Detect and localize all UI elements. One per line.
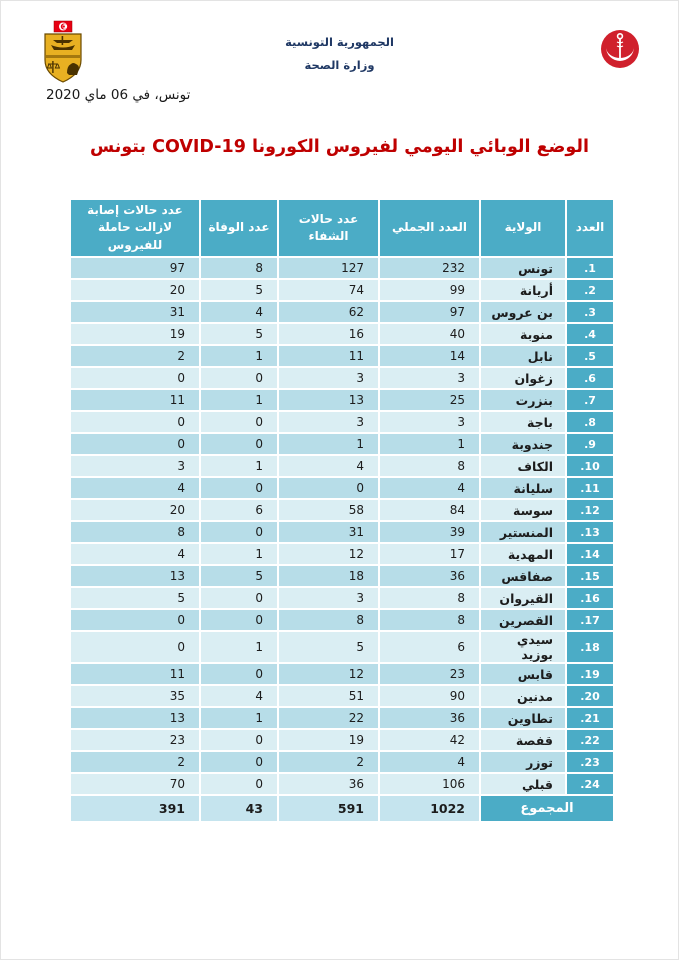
cell-recovered: 22 — [278, 707, 379, 729]
cell-active: 0 — [70, 411, 200, 433]
cell-total: 36 — [379, 565, 480, 587]
cell-deaths: 0 — [200, 587, 278, 609]
cell-recovered: 12 — [278, 543, 379, 565]
cell-governorate: المهدية — [480, 543, 566, 565]
cell-deaths: 0 — [200, 411, 278, 433]
cell-deaths: 8 — [200, 257, 278, 279]
table-row — [70, 301, 614, 323]
cell-active: 11 — [70, 663, 200, 685]
cell-recovered: 36 — [278, 773, 379, 795]
table-row — [70, 279, 614, 301]
cell-recovered: 13 — [278, 389, 379, 411]
cell-index: 22. — [566, 729, 614, 751]
cell-active: 4 — [70, 477, 200, 499]
ministry-header — [1, 31, 678, 77]
cell-active: 0 — [70, 609, 200, 631]
cell-recovered: 0 — [278, 477, 379, 499]
cell-index: 1. — [566, 257, 614, 279]
cell-index: 12. — [566, 499, 614, 521]
cell-active: 13 — [70, 565, 200, 587]
cell-index: 3. — [566, 301, 614, 323]
cell-recovered: 16 — [278, 323, 379, 345]
cell-governorate: جندوبة — [480, 433, 566, 455]
covid-table-container — [69, 198, 615, 823]
cell-deaths: 4 — [200, 685, 278, 707]
total-cell-active: 391 — [70, 795, 200, 822]
table-row — [70, 773, 614, 795]
cell-total: 14 — [379, 345, 480, 367]
cell-total: 84 — [379, 499, 480, 521]
table-header-row — [70, 199, 614, 257]
covid-table — [69, 198, 615, 823]
table-row — [70, 411, 614, 433]
cell-recovered: 11 — [278, 345, 379, 367]
cell-index: 4. — [566, 323, 614, 345]
cell-active: 3 — [70, 455, 200, 477]
cell-index: 17. — [566, 609, 614, 631]
cell-governorate: مدنين — [480, 685, 566, 707]
cell-total: 4 — [379, 477, 480, 499]
cell-governorate: باجة — [480, 411, 566, 433]
cell-deaths: 0 — [200, 521, 278, 543]
cell-recovered: 18 — [278, 565, 379, 587]
cell-active: 13 — [70, 707, 200, 729]
cell-total: 8 — [379, 609, 480, 631]
cell-active: 0 — [70, 367, 200, 389]
cell-index: 11. — [566, 477, 614, 499]
cell-recovered: 12 — [278, 663, 379, 685]
cell-governorate: بنزرت — [480, 389, 566, 411]
cell-governorate: تطاوين — [480, 707, 566, 729]
page-title: الوضع الوبائي اليومي لفيروس الكورونا COVID-19 بتونس — [90, 137, 589, 157]
cell-index: 7. — [566, 389, 614, 411]
cell-recovered: 3 — [278, 367, 379, 389]
cell-total: 23 — [379, 663, 480, 685]
table-row — [70, 631, 614, 663]
table-row — [70, 543, 614, 565]
cell-recovered: 31 — [278, 521, 379, 543]
cell-governorate: زغوان — [480, 367, 566, 389]
cell-deaths: 0 — [200, 663, 278, 685]
cell-governorate: سوسة — [480, 499, 566, 521]
cell-active: 35 — [70, 685, 200, 707]
cell-total: 106 — [379, 773, 480, 795]
cell-governorate: صفاقس — [480, 565, 566, 587]
cell-governorate: نابل — [480, 345, 566, 367]
cell-index: 5. — [566, 345, 614, 367]
table-row — [70, 323, 614, 345]
cell-index: 9. — [566, 433, 614, 455]
cell-deaths: 1 — [200, 345, 278, 367]
column-header-governorate: الولاية — [480, 199, 566, 257]
ministry-of-health-logo-icon — [600, 29, 640, 69]
cell-deaths: 1 — [200, 707, 278, 729]
cell-governorate: بن عروس — [480, 301, 566, 323]
cell-deaths: 0 — [200, 367, 278, 389]
table-row — [70, 455, 614, 477]
cell-governorate: سيدي بوزيد — [480, 631, 566, 663]
cell-governorate: توزر — [480, 751, 566, 773]
cell-deaths: 0 — [200, 477, 278, 499]
cell-recovered: 8 — [278, 609, 379, 631]
cell-index: 2. — [566, 279, 614, 301]
table-row — [70, 609, 614, 631]
table-row — [70, 685, 614, 707]
cell-active: 5 — [70, 587, 200, 609]
cell-index: 13. — [566, 521, 614, 543]
column-header-total: العدد الجملي — [379, 199, 480, 257]
total-cell-total: 1022 — [379, 795, 480, 822]
cell-recovered: 3 — [278, 587, 379, 609]
table-row — [70, 367, 614, 389]
cell-deaths: 1 — [200, 631, 278, 663]
cell-total: 97 — [379, 301, 480, 323]
cell-recovered: 2 — [278, 751, 379, 773]
total-cell-deaths: 43 — [200, 795, 278, 822]
cell-total: 90 — [379, 685, 480, 707]
table-row — [70, 477, 614, 499]
table-row — [70, 257, 614, 279]
cell-active: 20 — [70, 279, 200, 301]
cell-governorate: أريانة — [480, 279, 566, 301]
table-row — [70, 751, 614, 773]
cell-total: 8 — [379, 455, 480, 477]
cell-active: 20 — [70, 499, 200, 521]
cell-governorate: الكاف — [480, 455, 566, 477]
cell-governorate: تونس — [480, 257, 566, 279]
cell-deaths: 4 — [200, 301, 278, 323]
cell-index: 8. — [566, 411, 614, 433]
cell-deaths: 6 — [200, 499, 278, 521]
cell-deaths: 5 — [200, 279, 278, 301]
cell-index: 23. — [566, 751, 614, 773]
cell-active: 0 — [70, 433, 200, 455]
cell-total: 232 — [379, 257, 480, 279]
cell-deaths: 1 — [200, 389, 278, 411]
cell-governorate: قبلي — [480, 773, 566, 795]
column-header-deaths: عدد الوفاة — [200, 199, 278, 257]
total-label: المجموع — [480, 795, 614, 822]
cell-active: 2 — [70, 751, 200, 773]
cell-index: 14. — [566, 543, 614, 565]
table-row — [70, 521, 614, 543]
ministry-title: وزارة الصحة — [304, 58, 375, 72]
cell-recovered: 127 — [278, 257, 379, 279]
cell-recovered: 1 — [278, 433, 379, 455]
cell-total: 42 — [379, 729, 480, 751]
cell-index: 19. — [566, 663, 614, 685]
republic-title: الجمهورية التونسية — [285, 35, 394, 49]
cell-active: 2 — [70, 345, 200, 367]
cell-deaths: 0 — [200, 751, 278, 773]
table-row — [70, 499, 614, 521]
cell-total: 3 — [379, 367, 480, 389]
table-row — [70, 707, 614, 729]
cell-active: 70 — [70, 773, 200, 795]
cell-governorate: المنستير — [480, 521, 566, 543]
table-row — [70, 433, 614, 455]
cell-active: 23 — [70, 729, 200, 751]
table-row — [70, 389, 614, 411]
total-cell-recovered: 591 — [278, 795, 379, 822]
cell-governorate: القصرين — [480, 609, 566, 631]
cell-recovered: 62 — [278, 301, 379, 323]
cell-active: 0 — [70, 631, 200, 663]
cell-total: 39 — [379, 521, 480, 543]
cell-total: 25 — [379, 389, 480, 411]
cell-total: 17 — [379, 543, 480, 565]
cell-deaths: 0 — [200, 433, 278, 455]
cell-active: 31 — [70, 301, 200, 323]
total-row — [70, 795, 614, 822]
cell-index: 20. — [566, 685, 614, 707]
cell-deaths: 0 — [200, 729, 278, 751]
cell-index: 6. — [566, 367, 614, 389]
cell-total: 36 — [379, 707, 480, 729]
table-row — [70, 663, 614, 685]
cell-governorate: قابس — [480, 663, 566, 685]
cell-active: 19 — [70, 323, 200, 345]
cell-index: 18. — [566, 631, 614, 663]
cell-total: 99 — [379, 279, 480, 301]
cell-deaths: 1 — [200, 543, 278, 565]
cell-total: 4 — [379, 751, 480, 773]
cell-recovered: 19 — [278, 729, 379, 751]
cell-recovered: 74 — [278, 279, 379, 301]
cell-deaths: 0 — [200, 609, 278, 631]
column-header-active: عدد حالات إصابة لازالت حاملة للفيروس — [70, 199, 200, 257]
cell-recovered: 51 — [278, 685, 379, 707]
column-header-recovered: عدد حالات الشفاء — [278, 199, 379, 257]
table-row — [70, 345, 614, 367]
cell-recovered: 3 — [278, 411, 379, 433]
cell-index: 21. — [566, 707, 614, 729]
cell-active: 8 — [70, 521, 200, 543]
cell-recovered: 58 — [278, 499, 379, 521]
date-line: تونس، في 06 ماي 2020 — [46, 87, 191, 103]
cell-active: 11 — [70, 389, 200, 411]
cell-total: 1 — [379, 433, 480, 455]
cell-active: 97 — [70, 257, 200, 279]
cell-total: 3 — [379, 411, 480, 433]
cell-governorate: قفصة — [480, 729, 566, 751]
cell-total: 6 — [379, 631, 480, 663]
table-row — [70, 565, 614, 587]
cell-index: 24. — [566, 773, 614, 795]
cell-governorate: منوبة — [480, 323, 566, 345]
cell-governorate: سليانة — [480, 477, 566, 499]
cell-recovered: 5 — [278, 631, 379, 663]
cell-index: 10. — [566, 455, 614, 477]
cell-total: 40 — [379, 323, 480, 345]
table-row — [70, 729, 614, 751]
cell-index: 15. — [566, 565, 614, 587]
cell-index: 16. — [566, 587, 614, 609]
cell-governorate: القيروان — [480, 587, 566, 609]
cell-active: 4 — [70, 543, 200, 565]
cell-deaths: 1 — [200, 455, 278, 477]
cell-deaths: 5 — [200, 323, 278, 345]
table-body — [70, 257, 614, 795]
cell-deaths: 5 — [200, 565, 278, 587]
column-header-index: العدد — [566, 199, 614, 257]
cell-deaths: 0 — [200, 773, 278, 795]
cell-total: 8 — [379, 587, 480, 609]
table-row — [70, 587, 614, 609]
cell-recovered: 4 — [278, 455, 379, 477]
